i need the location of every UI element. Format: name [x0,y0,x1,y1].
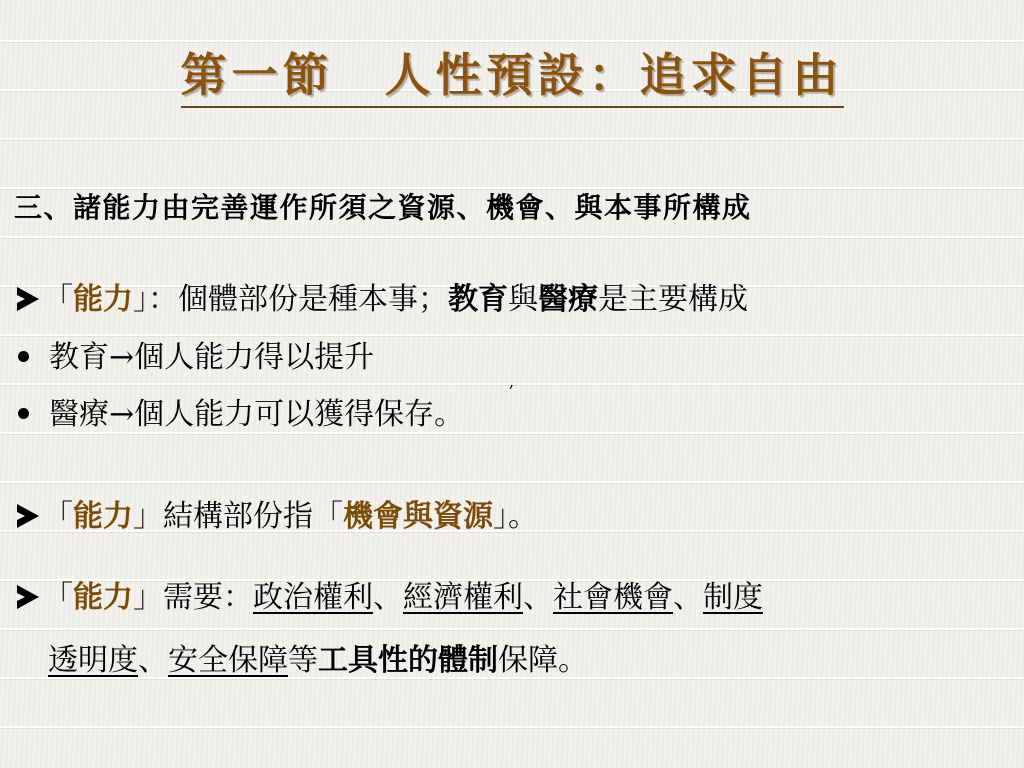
term-opportunity-resource: 機會與資源 [343,499,493,534]
item-social-opportunity: 社會機會 [553,580,673,615]
arrow-bullet-icon [17,585,39,609]
point-ability-structure [14,499,538,535]
point-ability-needs-continued [48,643,588,679]
term-education: 教育 [448,282,508,317]
term-ability: 能力 [73,499,133,534]
point-text: 結構部份指 [163,499,313,534]
point-text-end: 是主要構成 [598,282,748,317]
slide-title [0,50,1024,101]
item-economic-rights: 經濟權利 [403,580,523,615]
item-institution: 制度 [703,580,763,615]
subtitle: 三、諸能力由完善運作所須之資源、機會、與本事所構成 [14,191,752,224]
quote-close: 」 [133,499,163,534]
quote-close: 」 [493,499,508,534]
bullet-text: 醫療→個人能力可以獲得保存。 [49,397,465,432]
quote-open: 「 [43,499,73,534]
bullet-medical [4,397,464,433]
bullet-education [4,340,374,376]
term-ability: 能力 [73,282,133,317]
quote-open: 「 [43,580,73,615]
point-text: ：個體部份是種本事； [148,282,448,317]
term-instrumental-system: 工具性的體制 [318,643,498,678]
term-ability: 能力 [73,580,133,615]
item-security: 安全保障 [168,643,288,678]
arrow-bullet-icon [17,287,39,311]
point-text-end: 。 [508,499,538,534]
separator: 、 [138,643,168,678]
point-text: 需要： [163,580,253,615]
separator: 、 [373,580,403,615]
arrow-bullet-icon [17,504,39,528]
separator: 、 [673,580,703,615]
slide-title-text: 第一節 人性預設：追求自由 [181,48,844,108]
bullet-text: 教育→個人能力得以提升 [49,340,375,375]
term-medical: 醫療 [538,282,598,317]
stray-comma: , [509,372,515,391]
quote-open: 「 [43,282,73,317]
conjunction: 等 [288,643,318,678]
point-ability-individual [14,282,748,318]
item-transparency: 透明度 [48,643,138,678]
conjunction: 與 [508,282,538,317]
item-political-rights: 政治權利 [253,580,373,615]
dot-bullet-icon [18,408,29,419]
dot-bullet-icon [18,351,29,362]
quote-open: 「 [313,499,343,534]
point-ability-needs [14,580,763,616]
point-text-end: 保障。 [498,643,588,678]
quote-close: 」 [133,580,163,615]
separator: 、 [523,580,553,615]
quote-close: 」 [133,282,148,317]
